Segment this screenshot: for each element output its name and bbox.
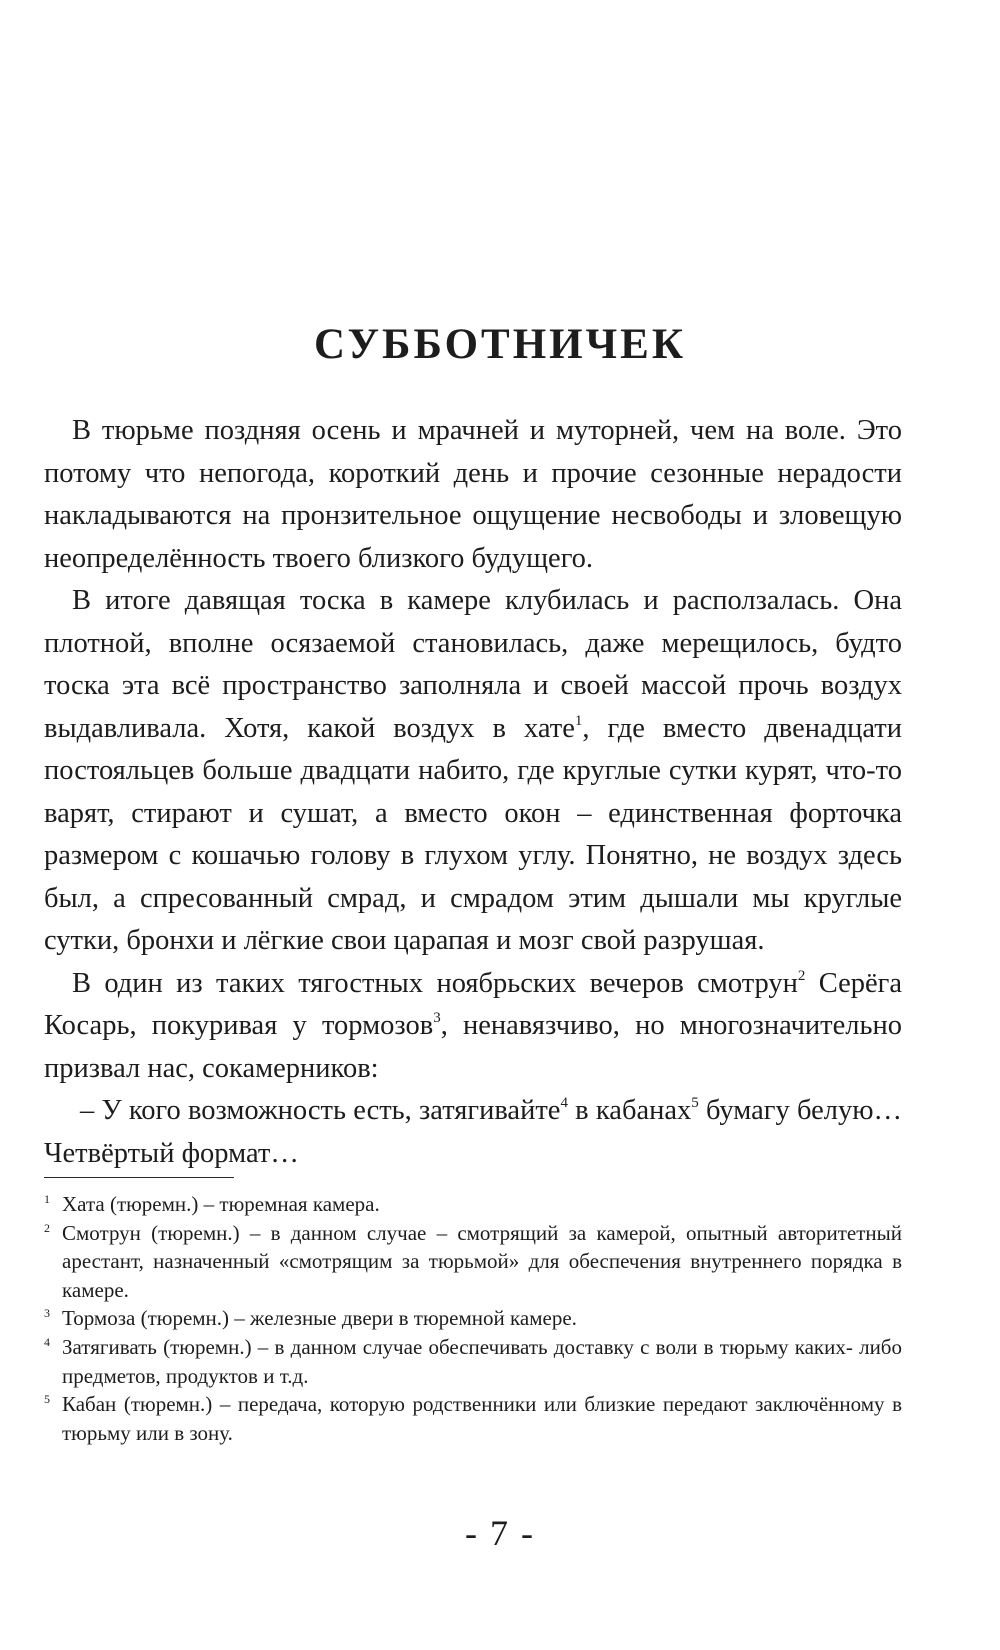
footnote-number: 4 bbox=[44, 1334, 50, 1349]
paragraph bbox=[44, 410, 902, 580]
paragraph-text: В один из таких тягостных ноябрьских вечеров смотрун bbox=[72, 967, 798, 999]
footnote-text: Смотрун (тюремн.) – в данном случае – смотрящий за камерой, опытный авторитетный арестант, назначенный «смотрящим за тюрьмой» для обеспечения внутреннего порядка в камере. bbox=[62, 1220, 902, 1302]
footnote-number: 5 bbox=[44, 1392, 50, 1407]
footnote-divider bbox=[44, 1177, 234, 1178]
paragraph-text: , ненавязчиво, но многозначительно призвал нас, сокамерников: bbox=[44, 1010, 903, 1084]
paragraph-text: , где вместо двенадцати постояльцев больше двадцати набито, где круглые сутки курят, что-то варят, стирают и сушат, а вместо окон – единственная форточка размером с кошачью голову в глухом углу. Понятно, не воздух здесь был, а спресованный смрад, и смрадом этим дышали мы круглые сутки, бронхи и лёгкие свои царапая и мозг свой разрушая. bbox=[44, 712, 902, 956]
paragraph bbox=[44, 580, 902, 963]
footnote-text: Хата (тюремн.) – тюремная камера. bbox=[62, 1192, 380, 1216]
footnote-number: 2 bbox=[44, 1220, 50, 1235]
footnote-number: 1 bbox=[44, 1192, 50, 1206]
footnote-text: Затягивать (тюремн.) – в данном случае обеспечивать доставку с воли в тюрьму каких- либо предметов, продуктов и т.д. bbox=[62, 1334, 902, 1388]
footnote bbox=[44, 1390, 902, 1447]
paragraph bbox=[44, 963, 902, 1091]
chapter-title: СУББОТНИЧЕК bbox=[313, 321, 687, 368]
footnote-reference: 2 bbox=[797, 967, 806, 984]
paragraph-text: В тюрьме поздняя осень и мрачней и муторней, чем на воле. Это потому что непогода, короткий день и прочие сезонные нерадости накладываются на пронзительное ощущение несвободы и зловещую неопределённость твоего близкого будущего. bbox=[44, 415, 902, 574]
footnote-number: 3 bbox=[44, 1306, 50, 1321]
footnote-text: Тормоза (тюремн.) – железные двери в тюремной камере. bbox=[62, 1306, 577, 1331]
footnotes-list bbox=[44, 1190, 902, 1447]
paragraph-text: В итоге давящая тоска в камере клубилась и расползалась. Она плотной, вполне осязаемой становилась, даже мерещилось, будто тоска эта всё пространство заполняла и своей массой прочь воздух выдавливала. Хотя, какой воздух в хате bbox=[44, 585, 902, 744]
footnote bbox=[44, 1333, 902, 1390]
footnote-reference: 1 bbox=[574, 712, 583, 729]
footnote bbox=[44, 1219, 902, 1305]
footnote-reference: 3 bbox=[433, 1010, 441, 1026]
main-text bbox=[44, 410, 902, 1175]
footnote bbox=[44, 1190, 902, 1219]
paragraph-text: в кабанах bbox=[567, 1095, 692, 1126]
footnote-text: Кабан (тюремн.) – передача, которую родственники или близкие передают заключённому в тюрьму или в зону. bbox=[62, 1392, 902, 1445]
footnote bbox=[44, 1304, 902, 1333]
footnote-reference: 5 bbox=[691, 1095, 699, 1111]
paragraph-text: Серёга Косарь, покуривая у тормозов bbox=[44, 967, 902, 1041]
paragraph-text: бумагу белую… Четвёртый формат… bbox=[44, 1095, 902, 1169]
page-number: - 7 - bbox=[465, 1513, 535, 1553]
dialogue-paragraph bbox=[44, 1090, 902, 1175]
paragraph-text: – У кого возможность есть, затягивайте bbox=[80, 1095, 561, 1126]
footnote-reference: 4 bbox=[560, 1095, 568, 1111]
